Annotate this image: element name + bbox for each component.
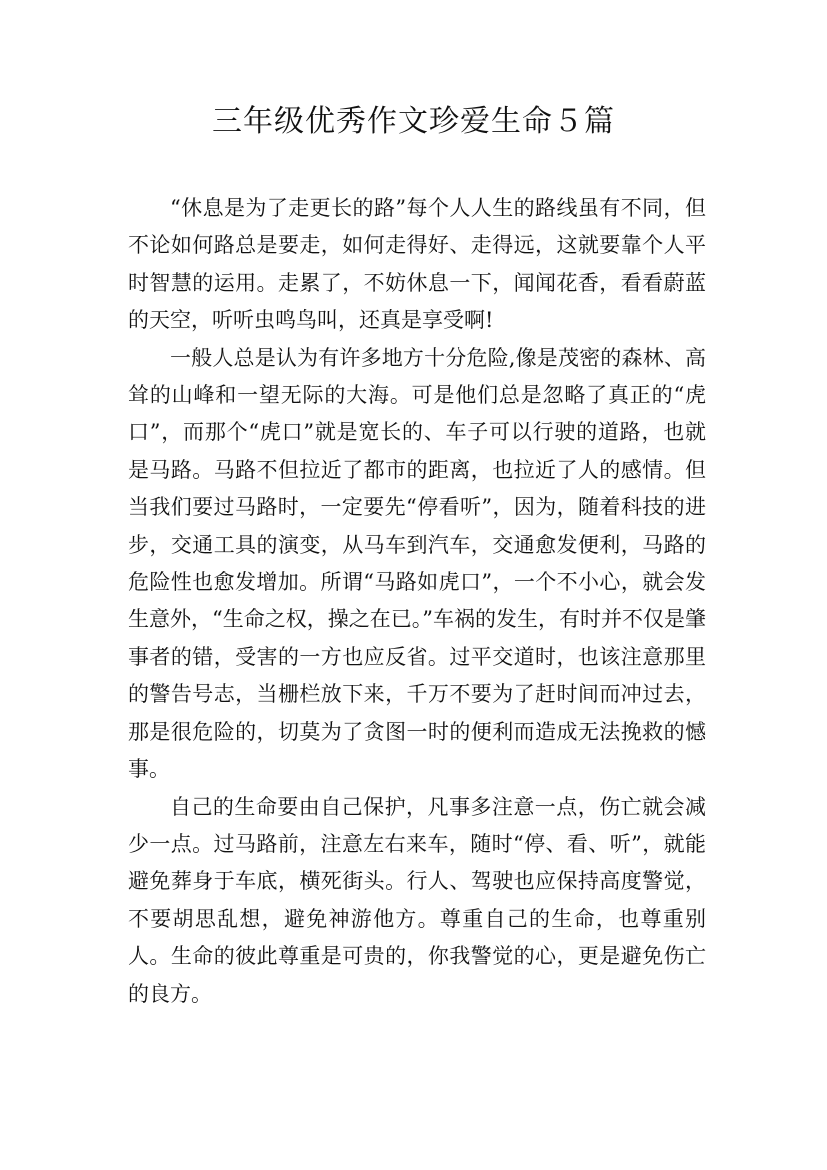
paragraph-1: “休息是为了走更长的路”每个人人生的路线虽有不同，但不论如何路总是要走，如何走得好、走得远，这就要靠个人平时智慧的运用。走累了，不妨休息一下，闻闻花香，看看蔚蓝的天空，听听虫鸣鸟叫，还真是享受啊! <box>128 196 706 333</box>
paragraph-3: 自己的生命要由自己保护，凡事多注意一点，伤亡就会减少一点。过马路前，注意左右来车，随时“停、看、听”，就能避免葬身于车底，横死街头。行人、驾驶也应保持高度警觉，不要胡思乱想，避免神游他方。尊重自己的生命，也尊重别人。生命的彼此尊重是可贵的，你我警觉的心，更是避免伤亡的良方。 <box>128 794 706 1006</box>
page-title: 三年级优秀作文珍爱生命５篇 <box>212 104 615 139</box>
essay-body <box>128 190 706 1013</box>
paragraph-2: 一般人总是认为有许多地方十分危险,像是茂密的森林、高耸的山峰和一望无际的大海。可是他们总是忽略了真正的“虎口”，而那个“虎口”就是宽长的、车子可以行驶的道路，也就是马路。马路不但拉近了都市的距离，也拉近了人的感情。但当我们要过马路时，一定要先“停看听”，因为，随着科技的进步，交通工具的演变，从马车到汽车，交通愈发便利，马路的危险性也愈发增加。所谓“马路如虎口”，一个不小心，就会发生意外，“生命之权，操之在已。”车祸的发生，有时并不仅是肇事者的错，受害的一方也应反省。过平交道时，也该注意那里的警告号志，当栅栏放下来，千万不要为了赶时间而冲过去，那是很危险的，切莫为了贪图一时的便利而造成无法挽救的憾事。 <box>128 345 706 782</box>
